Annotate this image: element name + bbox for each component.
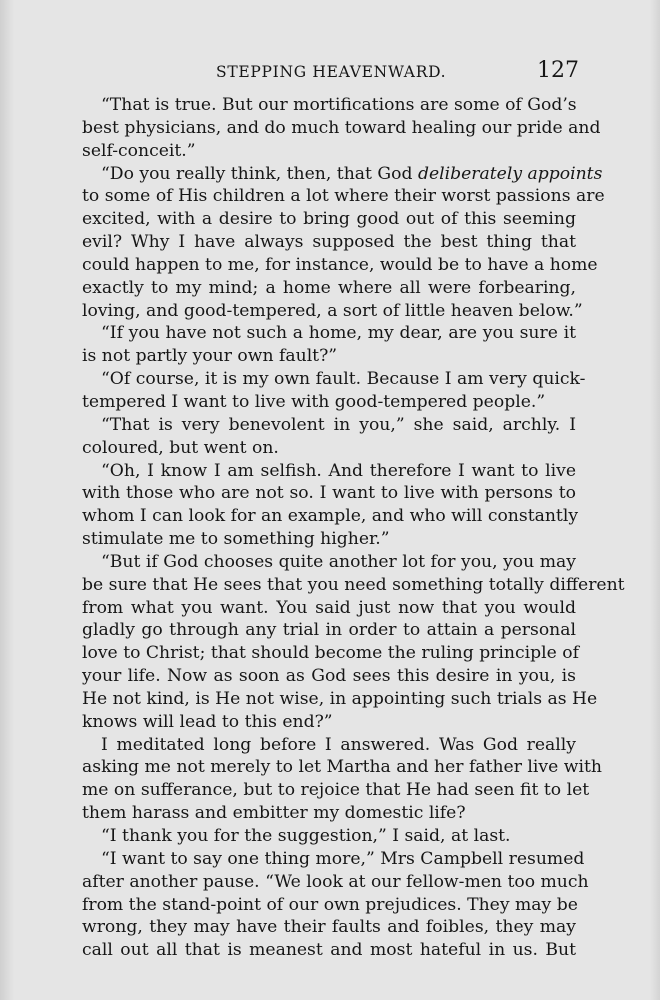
text-line: [82, 597, 576, 620]
text-line: [82, 345, 576, 368]
text-line: [82, 871, 589, 894]
text-line-content: exactly to my mind; a home where all were forbearing,: [82, 277, 576, 298]
text-line-content: “That is true. But our mortifications are some of God’s: [101, 95, 577, 115]
text-line: [82, 734, 576, 757]
text-line: [82, 140, 576, 163]
text-line-content: be sure that He sees that you need something totally different: [82, 574, 625, 595]
text-line-content: coloured, but went on.: [82, 437, 279, 458]
text-line: [82, 300, 583, 323]
text-line: [82, 528, 576, 551]
text-line: [82, 756, 602, 779]
page-number: 127: [537, 58, 579, 83]
text-line: [82, 665, 576, 688]
text-line-content: your life. Now as soon as God sees this desire in you, is: [82, 666, 576, 687]
text-line: [82, 848, 585, 871]
text-line: [82, 894, 576, 917]
text-line: [82, 688, 598, 711]
text-line-content: He not kind, is He not wise, in appointing such trials as He: [82, 688, 598, 709]
text-line-content: from what you want. You said just now that you would: [82, 597, 576, 618]
text-line-content: loving, and good-tempered, a sort of little heaven below.”: [82, 300, 583, 321]
text-line: [82, 208, 576, 231]
text-line: [82, 163, 603, 186]
text-line-content: is not partly your own fault?”: [82, 346, 338, 367]
text-line: [82, 414, 576, 437]
text-line-content: best physicians, and do much toward healing our pride and: [82, 117, 601, 138]
text-line-content: “Oh, I know I am selfish. And therefore I want to live: [101, 460, 576, 481]
text-line-content: whom I can look for an example, and who will constantly: [82, 506, 579, 527]
text-line: [82, 825, 576, 848]
text-line: [82, 642, 579, 665]
text-line-content: gladly go through any trial in order to attain a personal: [82, 620, 576, 641]
text-line: [82, 391, 576, 414]
text-line: [82, 368, 586, 391]
text-line-content: “Of course, it is my own fault. Because I am very quick-: [101, 369, 586, 390]
text-line: [82, 185, 605, 208]
text-line-content: them harass and embitter my domestic life?: [82, 803, 466, 824]
text-line-content: excited, with a desire to bring good out of this seeming: [82, 209, 576, 230]
page-gutter-shadow: [0, 0, 14, 1000]
text-line: [82, 779, 590, 802]
text-line: [82, 437, 576, 460]
text-line: [82, 505, 579, 528]
text-line-content: self-conceit.”: [82, 140, 196, 161]
text-line-content: love to Christ; that should become the ruling principle of: [82, 643, 579, 664]
text-line: [82, 94, 576, 117]
text-line-content: after another pause. “We look at our fellow-men too much: [82, 871, 589, 892]
text-line-italic: deliberately appoints: [417, 163, 603, 184]
text-line-content: “But if God chooses quite another lot for you, you may: [101, 551, 576, 572]
text-line: [82, 939, 576, 962]
text-line-content: with those who are not so. I want to live with persons to: [82, 483, 576, 504]
text-line: [82, 619, 576, 642]
text-line: [82, 231, 576, 254]
text-line-content: tempered I want to live with good-tempered people.”: [82, 391, 546, 412]
text-line-content: from the stand-point of our own prejudices. They may be: [82, 894, 578, 915]
running-head-title: STEPPING HEAVENWARD.: [216, 63, 447, 81]
text-line-content: me on sufferance, but to rejoice that He had seen fit to let: [82, 780, 590, 801]
text-line: [82, 117, 601, 140]
text-line-content: evil? Why I have always supposed the best thing that: [82, 232, 576, 253]
text-line: [82, 551, 576, 574]
text-line: [82, 802, 576, 825]
text-line: [82, 277, 576, 300]
text-line-content: “If you have not such a home, my dear, are you sure it: [101, 323, 576, 344]
text-line-content: “That is very benevolent in you,” she said, archly. I: [101, 414, 576, 435]
text-line-content: could happen to me, for instance, would be to have a home: [82, 254, 598, 275]
text-line-content: “I want to say one thing more,” Mrs Campbell resumed: [101, 848, 585, 869]
running-head: [0, 58, 660, 88]
text-line-content: to some of His children a lot where their worst passions are: [82, 186, 605, 207]
text-line-content: wrong, they may have their faults and foibles, they may: [82, 917, 576, 938]
text-line: [82, 574, 625, 597]
text-line: [82, 254, 598, 277]
text-line-content: “Do you really think, then, that God: [101, 163, 418, 184]
text-line-content: “I thank you for the suggestion,” I said, at last.: [101, 826, 511, 846]
text-line-content: stimulate me to something higher.”: [82, 529, 390, 550]
text-line-content: asking me not merely to let Martha and her father live with: [82, 757, 602, 778]
text-line-content: I meditated long before I answered. Was God really: [101, 734, 576, 755]
text-line: [82, 322, 576, 345]
body-text: [82, 94, 625, 962]
text-line: [82, 482, 576, 505]
text-line: [82, 711, 576, 734]
text-line: [82, 916, 576, 939]
text-line-content: call out all that is meanest and most hateful in us. But: [82, 940, 576, 961]
text-line-content: knows will lead to this end?”: [82, 711, 333, 732]
text-line: [82, 460, 576, 483]
page-edge-shadow: [650, 0, 660, 1000]
